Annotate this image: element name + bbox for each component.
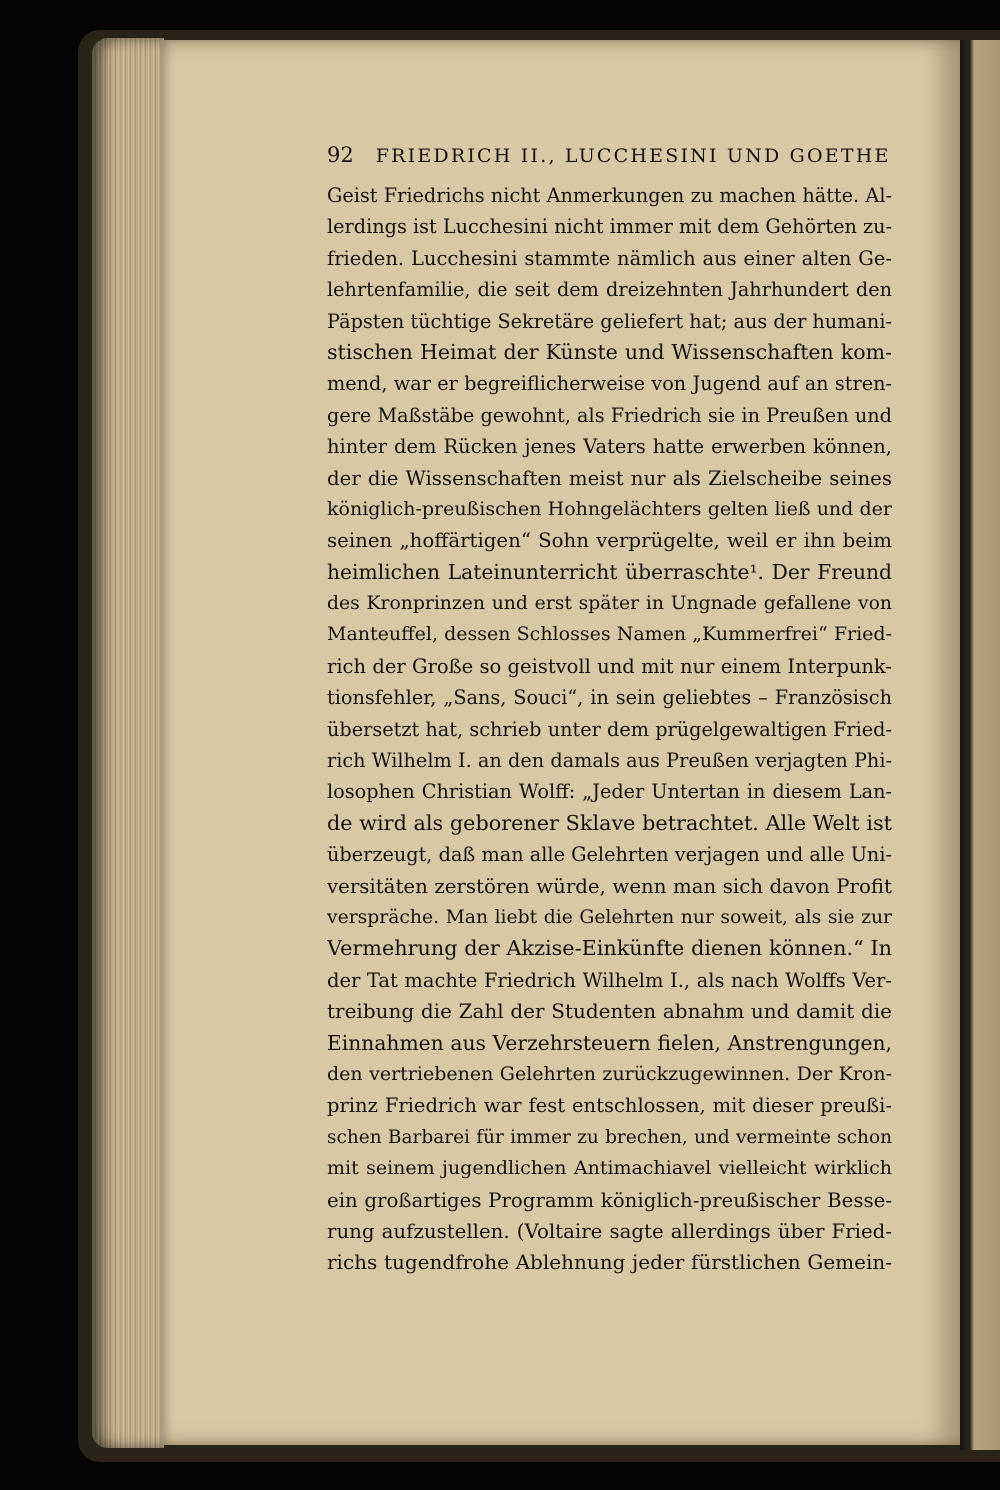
- text-line: Vermehrung der Akzise-Einkünfte dienen können.“ In: [327, 936, 892, 961]
- text-line: prinz Friedrich war fest entschlossen, mit dieser preußi-: [327, 1094, 892, 1118]
- text-line: königlich-preußischen Hohngelächters gelten ließ und der: [327, 497, 892, 520]
- text-line: ein großartiges Programm königlich-preußischer Besse-: [327, 1188, 892, 1212]
- text-line: gere Maßstäbe gewohnt, als Friedrich sie in Preußen und: [327, 403, 892, 427]
- text-line: schen Barbarei für immer zu brechen, und vermeinte schon: [327, 1126, 892, 1148]
- running-header: [327, 143, 892, 167]
- text-line: Päpsten tüchtige Sekretäre geliefert hat; aus der humani-: [327, 309, 892, 333]
- text-line: richs tugendfrohe Ablehnung jeder fürstlichen Gemein-: [327, 1250, 892, 1275]
- text-line: den vertriebenen Gelehrten zurückzugewinnen. Der Kron-: [327, 1062, 892, 1085]
- running-title: FRIEDRICH II., LUCCHESINI UND GOETHE: [375, 145, 891, 167]
- text-line: treibung die Zahl der Studenten abnahm und damit die: [327, 999, 892, 1024]
- text-line: rich Wilhelm I. an den damals aus Preußen verjagten Phi-: [327, 749, 892, 773]
- body-text: [327, 180, 892, 1279]
- text-line: Geist Friedrichs nicht Anmerkungen zu machen hätte. Al-: [327, 184, 892, 207]
- text-line: mit seinem jugendlichen Antimachiavel vielleicht wirklich: [327, 1157, 892, 1180]
- text-line: hinter dem Rücken jenes Vaters hatte erwerben können,: [327, 435, 892, 459]
- text-line: Manteuffel, dessen Schlosses Namen „Kummerfrei“ Fried-: [327, 623, 892, 646]
- text-line: des Kronprinzen und erst später in Ungnade gefallene von: [327, 593, 892, 615]
- text-line: stischen Heimat der Künste und Wissenschaften kom-: [327, 339, 892, 364]
- text-line: mend, war er begreiflicherweise von Jugend auf an stren-: [327, 372, 892, 396]
- text-line: lerdings ist Lucchesini nicht immer mit dem Gehörten zu-: [327, 215, 892, 239]
- text-line: losophen Christian Wolff: „Jeder Untertan in diesem Lan-: [327, 780, 892, 804]
- text-line: lehrtenfamilie, die seit dem dreizehnten Jahrhundert den: [327, 278, 892, 302]
- facing-page-edge: [960, 40, 1000, 1450]
- text-line: der die Wissenschaften meist nur als Zielscheibe seines: [327, 466, 892, 490]
- text-line: heimlichen Lateinunterricht überraschte¹. Der Freund: [327, 559, 892, 584]
- text-line: seinen „hoffärtigen“ Sohn verprügelte, weil er ihn beim: [327, 529, 892, 553]
- text-line: frieden. Lucchesini stammte nämlich aus einer alten Ge-: [327, 246, 892, 270]
- text-line: versitäten zerstören würde, wenn man sich davon Profit: [327, 874, 892, 898]
- page-edges: [92, 38, 164, 1448]
- page-number: 92: [327, 143, 354, 167]
- text-line: tionsfehler, „Sans, Souci“, in sein geliebtes – Französisch: [327, 686, 892, 710]
- text-line: Einnahmen aus Verzehrsteuern fielen, Anstrengungen,: [327, 1030, 892, 1055]
- text-line: der Tat machte Friedrich Wilhelm I., als nach Wolffs Ver-: [327, 968, 892, 992]
- text-line: rich der Große so geistvoll und mit nur einem Interpunk-: [327, 654, 892, 678]
- text-line: verspräche. Man liebt die Gelehrten nur soweit, als sie zur: [327, 906, 892, 928]
- text-line: de wird als geborener Sklave betrachtet. Alle Welt ist: [327, 810, 892, 835]
- text-line: rung aufzustellen. (Voltaire sagte allerdings über Fried-: [327, 1219, 892, 1243]
- text-line: übersetzt hat, schrieb unter dem prügelgewaltigen Fried-: [327, 717, 892, 741]
- text-line: überzeugt, daß man alle Gelehrten verjagen und alle Uni-: [327, 843, 892, 867]
